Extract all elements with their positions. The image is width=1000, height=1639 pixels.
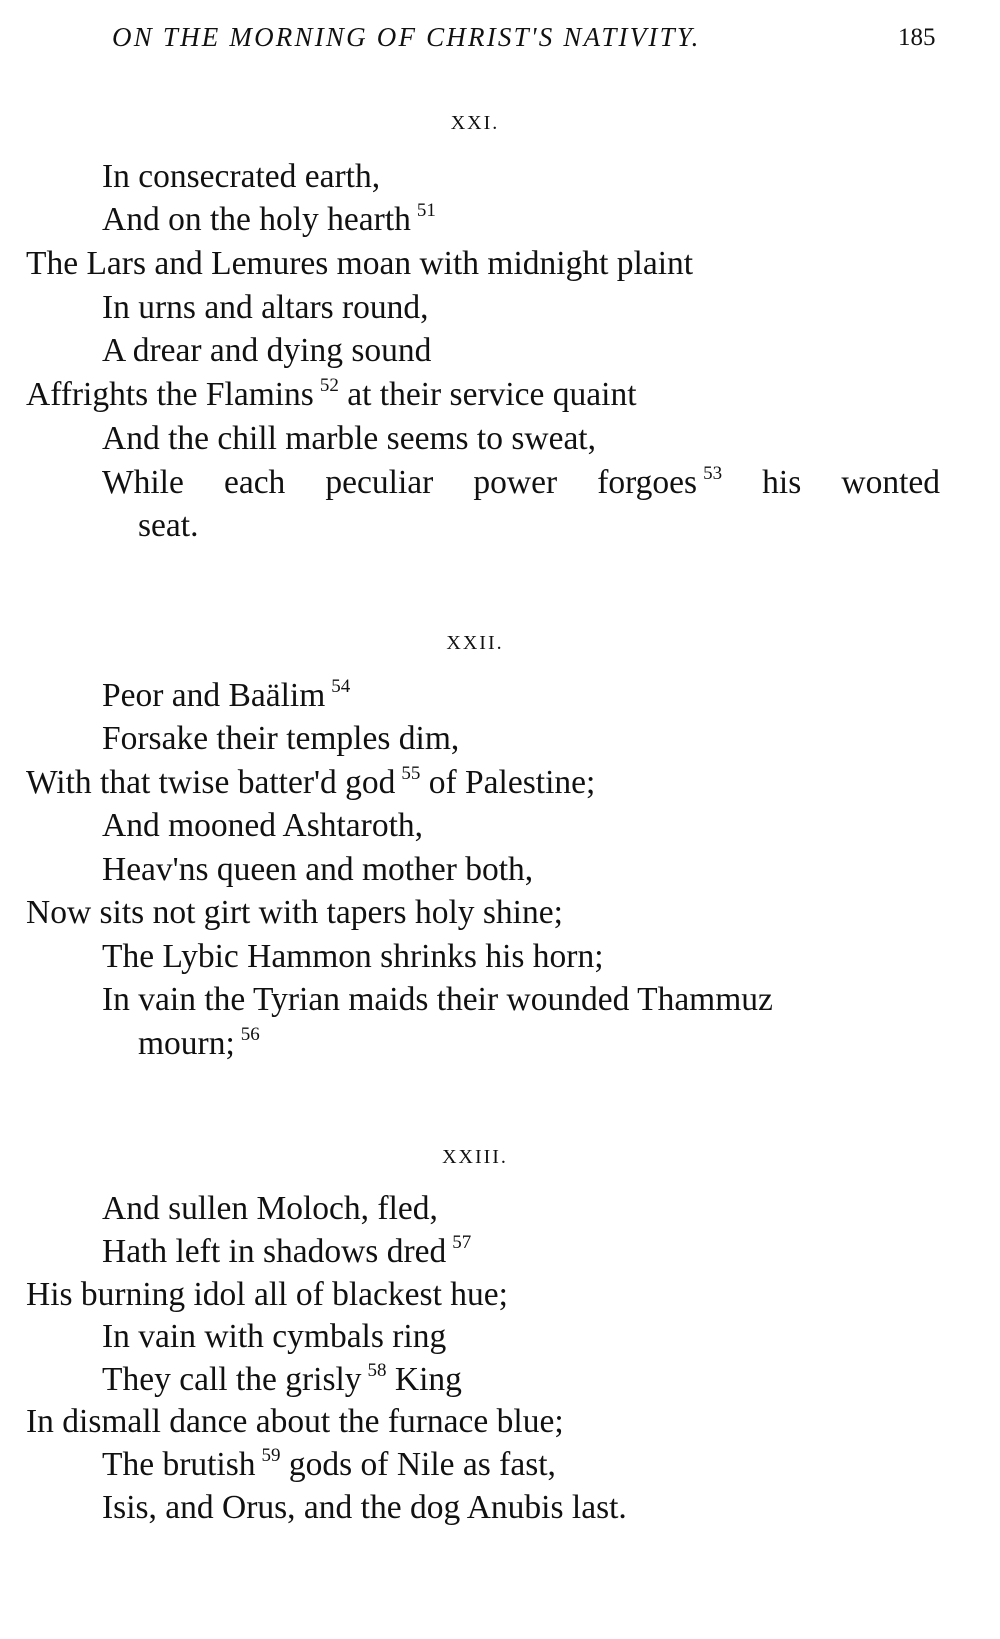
stanza-number: XXI. (450, 112, 500, 134)
verse-line: And the chill marble seems to sweat, (102, 420, 596, 457)
verse-line: In urns and altars round, (102, 289, 429, 326)
page-number: 185 (898, 24, 936, 51)
running-header (0, 18, 1000, 58)
verse-line: A drear and dying sound (102, 332, 432, 369)
verse-line: The Lars and Lemures moan with midnight plaint (26, 245, 694, 282)
verse-line: His burning idol all of blackest hue; (26, 1276, 508, 1313)
footnote-marker[interactable]: 55 (401, 763, 421, 784)
verse-line: In vain with cymbals ring (102, 1318, 447, 1355)
verse-line: In dismall dance about the furnace blue; (26, 1403, 564, 1440)
verse-line: In vain the Tyrian maids their wounded Thammuz (102, 981, 773, 1018)
verse-line: Affrights the Flamins $^{52}$ at their service quaint (26, 375, 637, 413)
verse-line: They call the grisly $^{58}$ King (102, 1360, 462, 1398)
verse-line: And on the holy hearth $^{51}$ (102, 200, 436, 238)
footnote-marker[interactable]: 57 (452, 1232, 472, 1253)
footnote-marker[interactable]: 58 (367, 1360, 387, 1381)
verse-line: And sullen Moloch, fled, (102, 1190, 438, 1227)
footnote-marker[interactable]: 59 (261, 1445, 281, 1466)
footnote-marker[interactable]: 56 (240, 1024, 260, 1045)
running-title: ON THE MORNING OF CHRIST'S NATIVITY. (112, 22, 701, 52)
stanza-number: XXII. (446, 632, 504, 654)
verse-line: Hath left in shadows dred $^{57}$ (102, 1232, 472, 1270)
footnote-marker[interactable]: 54 (331, 676, 351, 697)
verse-line: And mooned Ashtaroth, (102, 807, 424, 844)
footnote-marker[interactable]: 52 (319, 375, 339, 396)
footnote-marker[interactable]: 51 (416, 200, 436, 221)
verse-line: While each peculiar power forgoes $^{53}$ his wonted (102, 463, 940, 501)
footnote-marker[interactable]: 53 (703, 463, 723, 484)
verse-line: In consecrated earth, (102, 158, 381, 195)
verse-line: seat. (138, 507, 199, 544)
verse-line: The Lybic Hammon shrinks his horn; (102, 938, 604, 975)
verse-line: Isis, and Orus, and the dog Anubis last. (102, 1489, 627, 1526)
verse-line: With that twise batter'd god $^{55}$ of Palestine; (26, 763, 596, 801)
verse-line: Forsake their temples dim, (102, 720, 460, 757)
verse-line: Heav'ns queen and mother both, (102, 851, 534, 888)
verse-line: Peor and Baälim $^{54}$ (102, 676, 351, 714)
stanza-number: XXIII. (442, 1146, 508, 1168)
verse-line: Now sits not girt with tapers holy shine; (26, 894, 563, 931)
verse-line: mourn; $^{56}$ (138, 1024, 260, 1062)
verse-line: The brutish $^{59}$ gods of Nile as fast, (102, 1445, 556, 1483)
